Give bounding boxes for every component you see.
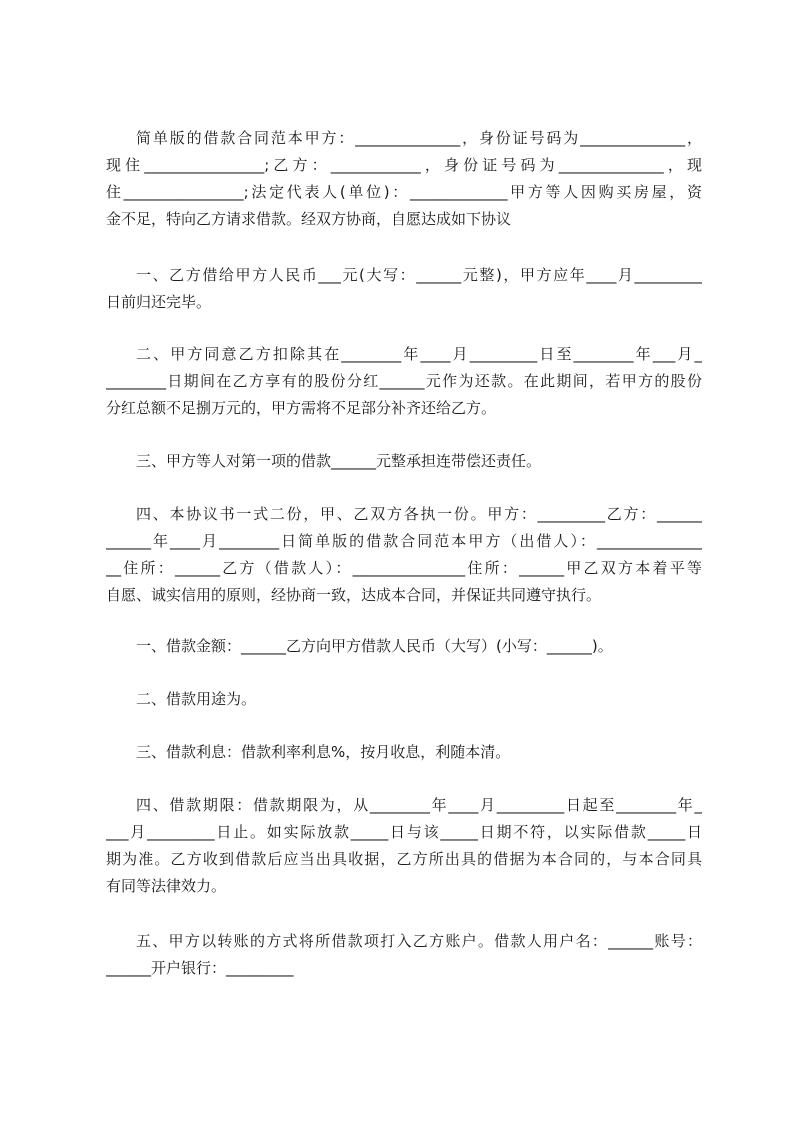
text-line: 四、借款期限：借款期限为，从________年____月_________日起至________年_ <box>136 796 702 814</box>
text-line: 二、甲方同意乙方扣除其在________年____月_________日至________年___月_ <box>136 345 702 363</box>
text-line: ______年____月________日简单版的借款合同范本甲方（出借人）：______________ <box>106 532 702 550</box>
paragraph-loan-term <box>106 792 702 900</box>
paragraph-clause-2 <box>106 341 702 422</box>
text-line: 金不足，特向乙方请求借款。经双方协商，自愿达成如下协议 <box>106 210 512 228</box>
text-line: 自愿、诚实信用的原则，经协商一致，达成本合同，并保证共同遵守执行。 <box>106 586 602 604</box>
text-line: 有同等法律效力。 <box>106 877 227 895</box>
paragraph-clause-1 <box>106 262 702 316</box>
text-line: ________日期间在乙方享有的股份分红______元作为还款。在此期间，若甲方的股份 <box>106 372 702 390</box>
text-line: 住________________;法定代表人(单位)：_____________甲方等人因购买房屋，资 <box>106 183 702 201</box>
text-line: 三、甲方等人对第一项的借款______元整承担连带偿还责任。 <box>136 452 542 470</box>
text-line: 三、借款利息：借款利率利息%，按月收息，利随本清。 <box>136 743 511 761</box>
paragraph-loan-purpose <box>106 686 702 713</box>
text-line: 分红总额不足捌万元的，甲方需将不足部分补齐还给乙方。 <box>106 399 497 417</box>
text-line: 日前归还完毕。 <box>106 293 212 311</box>
text-line: ______开户银行：_________ <box>106 959 294 977</box>
text-line: __住所：______乙方（借款人）：_______________住所：______甲乙双方本着平等 <box>106 559 702 577</box>
text-line: 五、甲方以转账的方式将所借款项打入乙方账户。借款人用户名：______账号： <box>136 932 702 950</box>
text-line: ___月_________日止。如实际放款_____日与该_____日期不符，以实际借款_____日 <box>106 823 702 841</box>
text-line: 期为准。乙方收到借款后应当出具收据，乙方所出具的借据为本合同的，与本合同具 <box>106 850 702 868</box>
text-line: 一、借款金额：______乙方向甲方借款人民币（大写）(小写：______)。 <box>136 637 613 655</box>
text-line: 现住________________;乙方：____________，身份证号码为______________，现 <box>106 156 702 174</box>
paragraph-loan-interest <box>106 739 702 766</box>
paragraph-clause-4 <box>106 501 702 609</box>
paragraph-transfer <box>106 928 702 982</box>
paragraph-loan-amount <box>106 633 702 660</box>
text-line: 一、乙方借给甲方人民币___元(大写：______元整)，甲方应年____月_________ <box>136 266 702 284</box>
text-line: 二、借款用途为。 <box>136 690 257 708</box>
text-line: 简单版的借款合同范本甲方：______________，身份证号码为______________， <box>136 129 702 147</box>
paragraph-clause-3 <box>106 448 702 475</box>
paragraph-preamble <box>106 125 702 233</box>
text-line: 四、本协议书一式二份，甲、乙双方各执一份。甲方：_________乙方：______ <box>136 505 702 523</box>
